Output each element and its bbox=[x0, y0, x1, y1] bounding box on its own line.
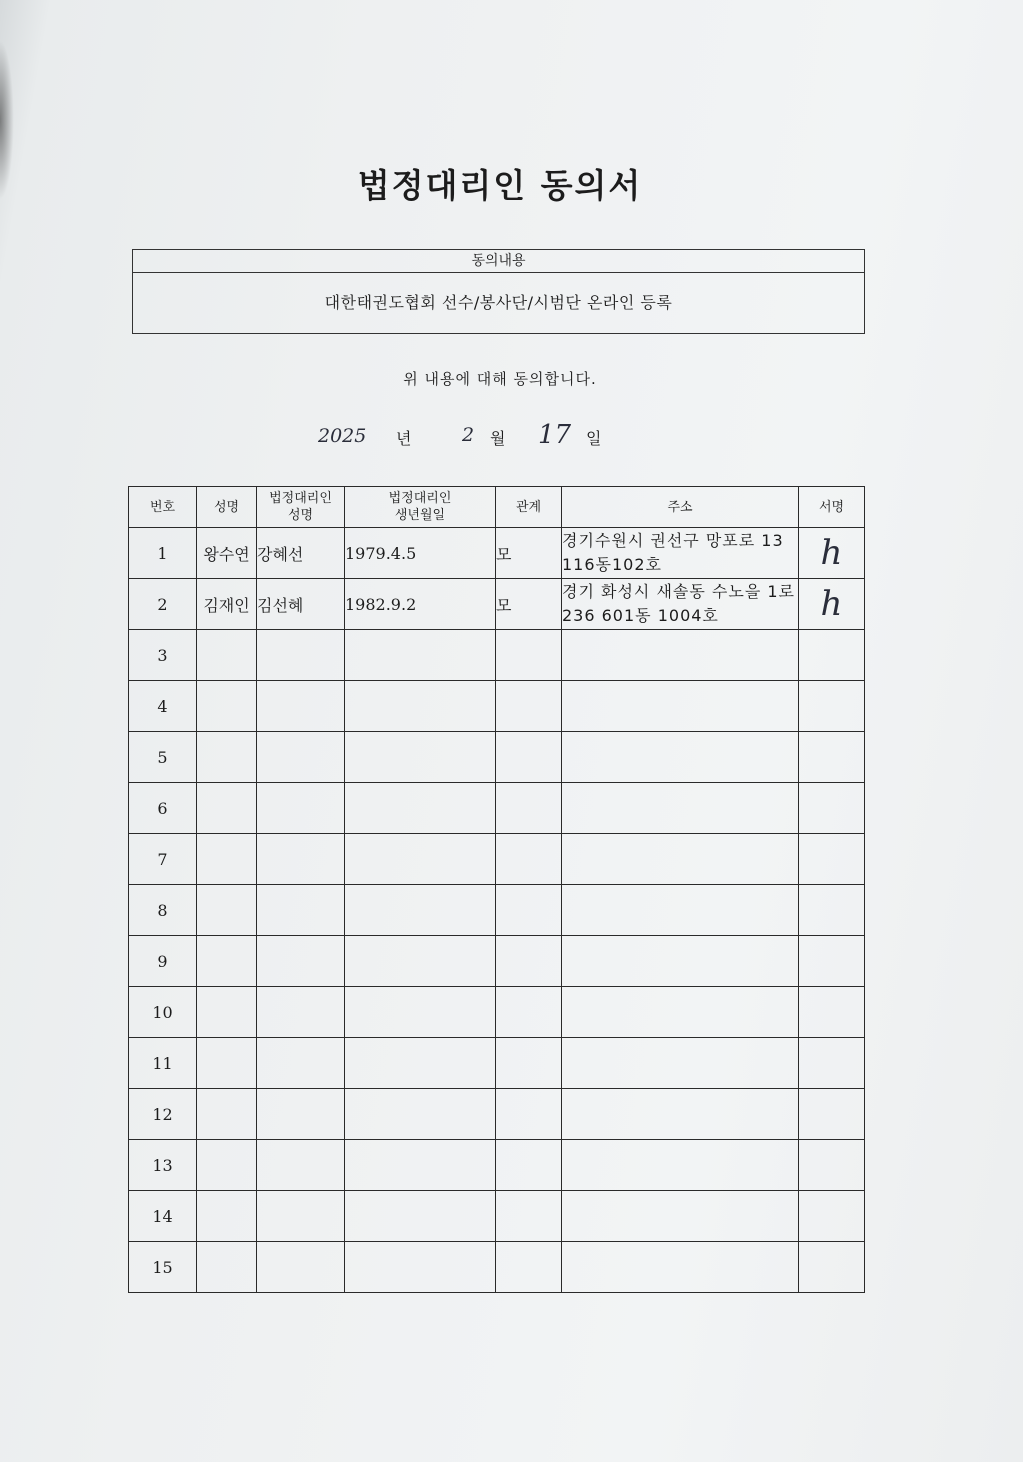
cell-guardian-birthdate bbox=[345, 783, 496, 834]
cell-address bbox=[562, 1242, 799, 1293]
cell-row-number: 10 bbox=[129, 987, 197, 1038]
cell-row-number: 8 bbox=[129, 885, 197, 936]
header-guardian-birth bbox=[345, 487, 496, 528]
cell-guardian-name bbox=[257, 1089, 345, 1140]
date-day: 17 bbox=[538, 420, 572, 450]
cell-guardian-birthdate: 1982.9.2 bbox=[345, 579, 496, 630]
table-header-row bbox=[129, 487, 865, 528]
cell-address: 경기수원시 권선구 망포로 13 116동102호 bbox=[562, 528, 799, 579]
signature-mark: h bbox=[820, 584, 843, 624]
cell-participant-name bbox=[197, 1140, 257, 1191]
consent-header: 동의내용 bbox=[133, 250, 864, 273]
cell-guardian-birthdate bbox=[345, 885, 496, 936]
header-birth-line1: 법정대리인 bbox=[388, 491, 452, 506]
date-month-label: 월 bbox=[490, 429, 506, 448]
header-address: 주소 bbox=[562, 487, 799, 528]
cell-relation bbox=[496, 732, 562, 783]
cell-participant-name bbox=[197, 732, 257, 783]
cell-relation bbox=[496, 1038, 562, 1089]
cell-participant-name bbox=[197, 1038, 257, 1089]
cell-guardian-name bbox=[257, 987, 345, 1038]
cell-guardian-name: 김선혜 bbox=[257, 579, 345, 630]
cell-participant-name bbox=[197, 681, 257, 732]
cell-guardian-birthdate bbox=[345, 1191, 496, 1242]
cell-guardian-name bbox=[257, 1140, 345, 1191]
agreement-text: 위 내용에 대해 동의합니다. bbox=[403, 370, 597, 388]
cell-row-number: 7 bbox=[129, 834, 197, 885]
cell-row-number: 13 bbox=[129, 1140, 197, 1191]
consent-body: 대한태권도협회 선수/봉사단/시범단 온라인 등록 bbox=[324, 293, 673, 312]
table-row bbox=[129, 987, 865, 1038]
cell-guardian-birthdate bbox=[345, 630, 496, 681]
cell-row-number: 9 bbox=[129, 936, 197, 987]
cell-guardian-name bbox=[257, 1191, 345, 1242]
cell-relation: 모 bbox=[496, 579, 562, 630]
cell-signature bbox=[799, 732, 865, 783]
date-row bbox=[0, 420, 1023, 460]
cell-guardian-birthdate bbox=[345, 936, 496, 987]
cell-signature bbox=[799, 1242, 865, 1293]
table-row bbox=[129, 579, 865, 630]
cell-signature bbox=[799, 1089, 865, 1140]
table-row bbox=[129, 732, 865, 783]
table-row bbox=[129, 783, 865, 834]
cell-row-number: 15 bbox=[129, 1242, 197, 1293]
cell-guardian-birthdate: 1979.4.5 bbox=[345, 528, 496, 579]
cell-address bbox=[562, 936, 799, 987]
cell-participant-name: 김재인 bbox=[197, 579, 257, 630]
signature-mark: h bbox=[820, 533, 843, 573]
date-year: 2025 bbox=[318, 425, 367, 447]
cell-guardian-name: 강혜선 bbox=[257, 528, 345, 579]
table-row bbox=[129, 1089, 865, 1140]
cell-participant-name bbox=[197, 1089, 257, 1140]
cell-relation bbox=[496, 630, 562, 681]
table-row bbox=[129, 936, 865, 987]
cell-relation bbox=[496, 783, 562, 834]
date-day-label: 일 bbox=[586, 429, 602, 448]
cell-participant-name bbox=[197, 987, 257, 1038]
table-row bbox=[129, 1038, 865, 1089]
cell-guardian-birthdate bbox=[345, 1038, 496, 1089]
cell-row-number: 4 bbox=[129, 681, 197, 732]
table-row bbox=[129, 1242, 865, 1293]
cell-address bbox=[562, 1191, 799, 1242]
cell-guardian-birthdate bbox=[345, 987, 496, 1038]
cell-row-number: 5 bbox=[129, 732, 197, 783]
cell-signature bbox=[799, 528, 865, 579]
cell-relation: 모 bbox=[496, 528, 562, 579]
cell-signature bbox=[799, 885, 865, 936]
cell-guardian-birthdate bbox=[345, 732, 496, 783]
cell-participant-name bbox=[197, 1191, 257, 1242]
date-year-label: 년 bbox=[396, 429, 412, 448]
header-relation: 관계 bbox=[496, 487, 562, 528]
table-row bbox=[129, 885, 865, 936]
cell-guardian-name bbox=[257, 834, 345, 885]
cell-address bbox=[562, 885, 799, 936]
cell-guardian-name bbox=[257, 1038, 345, 1089]
header-guardian-line2: 성명 bbox=[287, 508, 314, 523]
cell-relation bbox=[496, 936, 562, 987]
cell-relation bbox=[496, 885, 562, 936]
header-guardian-line1: 법정대리인 bbox=[269, 491, 332, 506]
header-signature: 서명 bbox=[799, 487, 865, 528]
cell-row-number: 1 bbox=[129, 528, 197, 579]
cell-address bbox=[562, 630, 799, 681]
cell-relation bbox=[496, 834, 562, 885]
cell-row-number: 6 bbox=[129, 783, 197, 834]
cell-guardian-name bbox=[257, 885, 345, 936]
cell-participant-name bbox=[197, 834, 257, 885]
cell-relation bbox=[496, 1140, 562, 1191]
cell-signature bbox=[799, 987, 865, 1038]
cell-address bbox=[562, 681, 799, 732]
header-no: 번호 bbox=[129, 487, 197, 528]
cell-row-number: 14 bbox=[129, 1191, 197, 1242]
cell-participant-name bbox=[197, 1242, 257, 1293]
cell-guardian-birthdate bbox=[345, 681, 496, 732]
cell-participant-name bbox=[197, 783, 257, 834]
header-guardian-name bbox=[257, 487, 345, 528]
cell-address bbox=[562, 1038, 799, 1089]
cell-guardian-name bbox=[257, 732, 345, 783]
table-row bbox=[129, 1140, 865, 1191]
cell-signature bbox=[799, 1038, 865, 1089]
cell-signature bbox=[799, 936, 865, 987]
cell-signature bbox=[799, 783, 865, 834]
cell-signature bbox=[799, 681, 865, 732]
cell-relation bbox=[496, 681, 562, 732]
cell-guardian-birthdate bbox=[345, 834, 496, 885]
header-birth-line2: 생년월일 bbox=[394, 508, 446, 523]
cell-participant-name bbox=[197, 936, 257, 987]
cell-guardian-name bbox=[257, 630, 345, 681]
table-row bbox=[129, 834, 865, 885]
cell-guardian-birthdate bbox=[345, 1140, 496, 1191]
consent-box bbox=[132, 249, 865, 334]
cell-address bbox=[562, 732, 799, 783]
cell-address: 경기 화성시 새솔동 수노을 1로 236 601동 1004호 bbox=[562, 579, 799, 630]
cell-relation bbox=[496, 1089, 562, 1140]
cell-relation bbox=[496, 987, 562, 1038]
cell-address bbox=[562, 987, 799, 1038]
cell-signature bbox=[799, 579, 865, 630]
cell-guardian-name bbox=[257, 681, 345, 732]
cell-signature bbox=[799, 1140, 865, 1191]
cell-address bbox=[562, 834, 799, 885]
cell-signature bbox=[799, 834, 865, 885]
cell-address bbox=[562, 1140, 799, 1191]
cell-guardian-birthdate bbox=[345, 1089, 496, 1140]
cell-participant-name bbox=[197, 885, 257, 936]
date-month: 2 bbox=[462, 424, 475, 446]
cell-address bbox=[562, 783, 799, 834]
cell-guardian-name bbox=[257, 1242, 345, 1293]
table-row bbox=[129, 528, 865, 579]
cell-address bbox=[562, 1089, 799, 1140]
cell-participant-name bbox=[197, 630, 257, 681]
guardian-table bbox=[128, 486, 865, 1293]
cell-row-number: 3 bbox=[129, 630, 197, 681]
table-row bbox=[129, 681, 865, 732]
cell-row-number: 2 bbox=[129, 579, 197, 630]
cell-guardian-name bbox=[257, 783, 345, 834]
cell-row-number: 12 bbox=[129, 1089, 197, 1140]
cell-guardian-birthdate bbox=[345, 1242, 496, 1293]
cell-relation bbox=[496, 1191, 562, 1242]
cell-signature bbox=[799, 630, 865, 681]
cell-guardian-name bbox=[257, 936, 345, 987]
page-title: 법정대리인 동의서 bbox=[357, 166, 643, 205]
header-name: 성명 bbox=[197, 487, 257, 528]
table-row bbox=[129, 1191, 865, 1242]
cell-signature bbox=[799, 1191, 865, 1242]
table-row bbox=[129, 630, 865, 681]
cell-participant-name: 왕수연 bbox=[197, 528, 257, 579]
cell-relation bbox=[496, 1242, 562, 1293]
cell-row-number: 11 bbox=[129, 1038, 197, 1089]
